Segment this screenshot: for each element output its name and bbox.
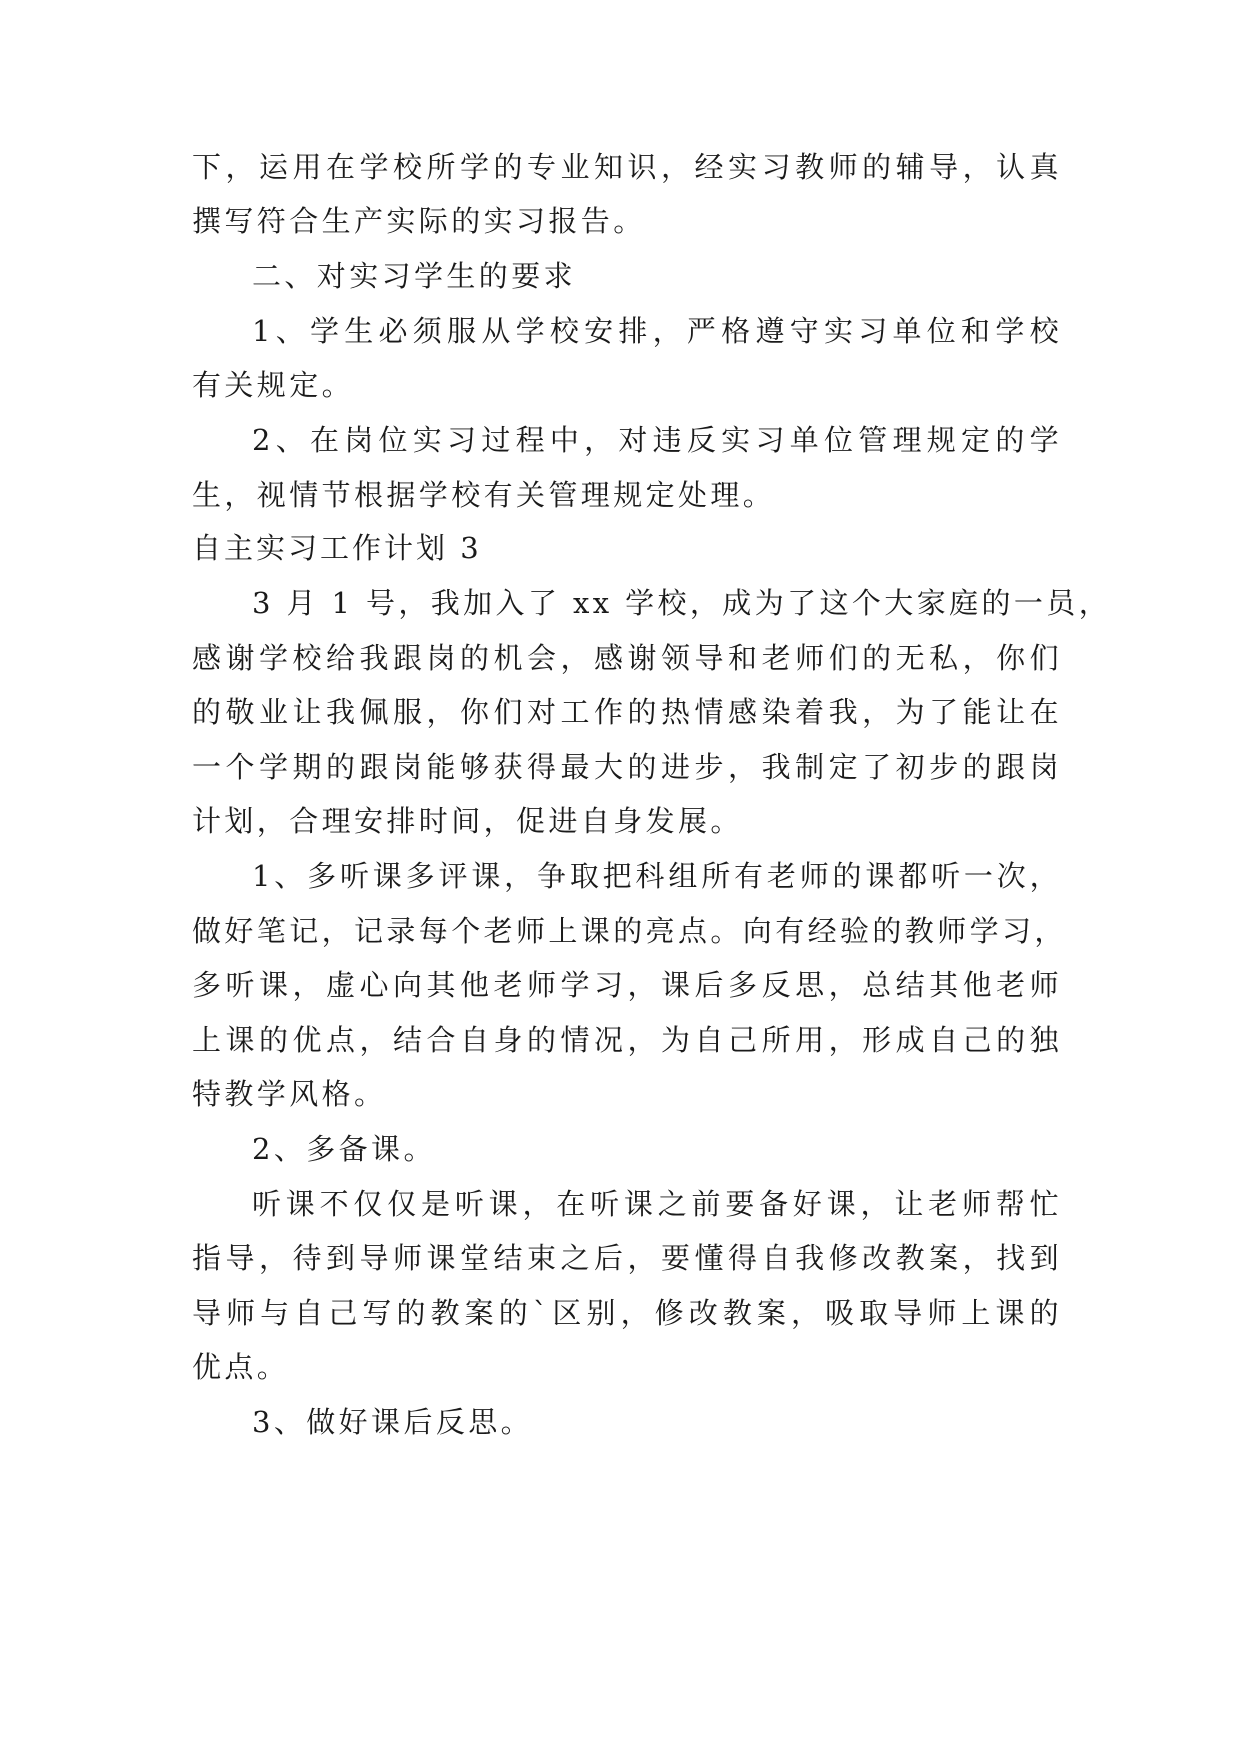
plan-intro-line-2: 感谢学校给我跟岗的机会，感谢领导和老师们的无私，你们 [192,641,1062,675]
item-3-heading: 3、做好课后反思。 [252,1405,534,1439]
requirement-2-line-2: 生，视情节根据学校有关管理规定处理。 [192,478,776,512]
item-1-line-2: 做好笔记，记录每个老师上课的亮点。向有经验的教师学习， [192,914,1067,948]
requirement-1-line-2: 有关规定。 [192,368,355,402]
plan-intro-line-4: 一个学期的跟岗能够获得最大的进步，我制定了初步的跟岗 [192,750,1062,784]
plan-title: 自主实习工作计划 3 [192,531,482,565]
item-2-body-line-1: 听课不仅仅是听课，在听课之前要备好课，让老师帮忙 [252,1187,1062,1221]
item-2-body-line-2: 指导，待到导师课堂结束之后，要懂得自我修改教案，找到 [192,1241,1062,1275]
item-1-line-1: 1、多听课多评课，争取把科组所有老师的课都听一次， [252,859,1062,893]
item-2-heading: 2、多备课。 [252,1132,436,1166]
requirement-2-line-1: 2、在岗位实习过程中，对违反实习单位管理规定的学 [252,423,1062,457]
plan-intro-line-5: 计划，合理安排时间，促进自身发展。 [192,804,743,838]
item-1-line-4: 上课的优点，结合自身的情况，为自己所用，形成自己的独 [192,1023,1062,1057]
requirement-1-line-1: 1、学生必须服从学校安排，严格遵守实习单位和学校 [252,314,1062,348]
item-2-body-line-3: 导师与自己写的教案的`区别，修改教案，吸取导师上课的 [192,1296,1062,1330]
section-two-heading: 二、对实习学生的要求 [252,259,577,293]
plan-intro-line-3: 的敬业让我佩服，你们对工作的热情感染着我，为了能让在 [192,695,1062,729]
intro-line-1: 下，运用在学校所学的专业知识，经实习教师的辅导，认真 [192,150,1062,184]
item-1-line-3: 多听课，虚心向其他老师学习，课后多反思，总结其他老师 [192,968,1062,1002]
plan-intro-line-1: 3 月 1 号，我加入了 xx 学校，成为了这个大家庭的一员， [252,586,1112,620]
item-2-body-line-4: 优点。 [192,1350,290,1384]
intro-line-2: 撰写符合生产实际的实习报告。 [192,204,646,238]
item-1-line-5: 特教学风格。 [192,1077,387,1111]
